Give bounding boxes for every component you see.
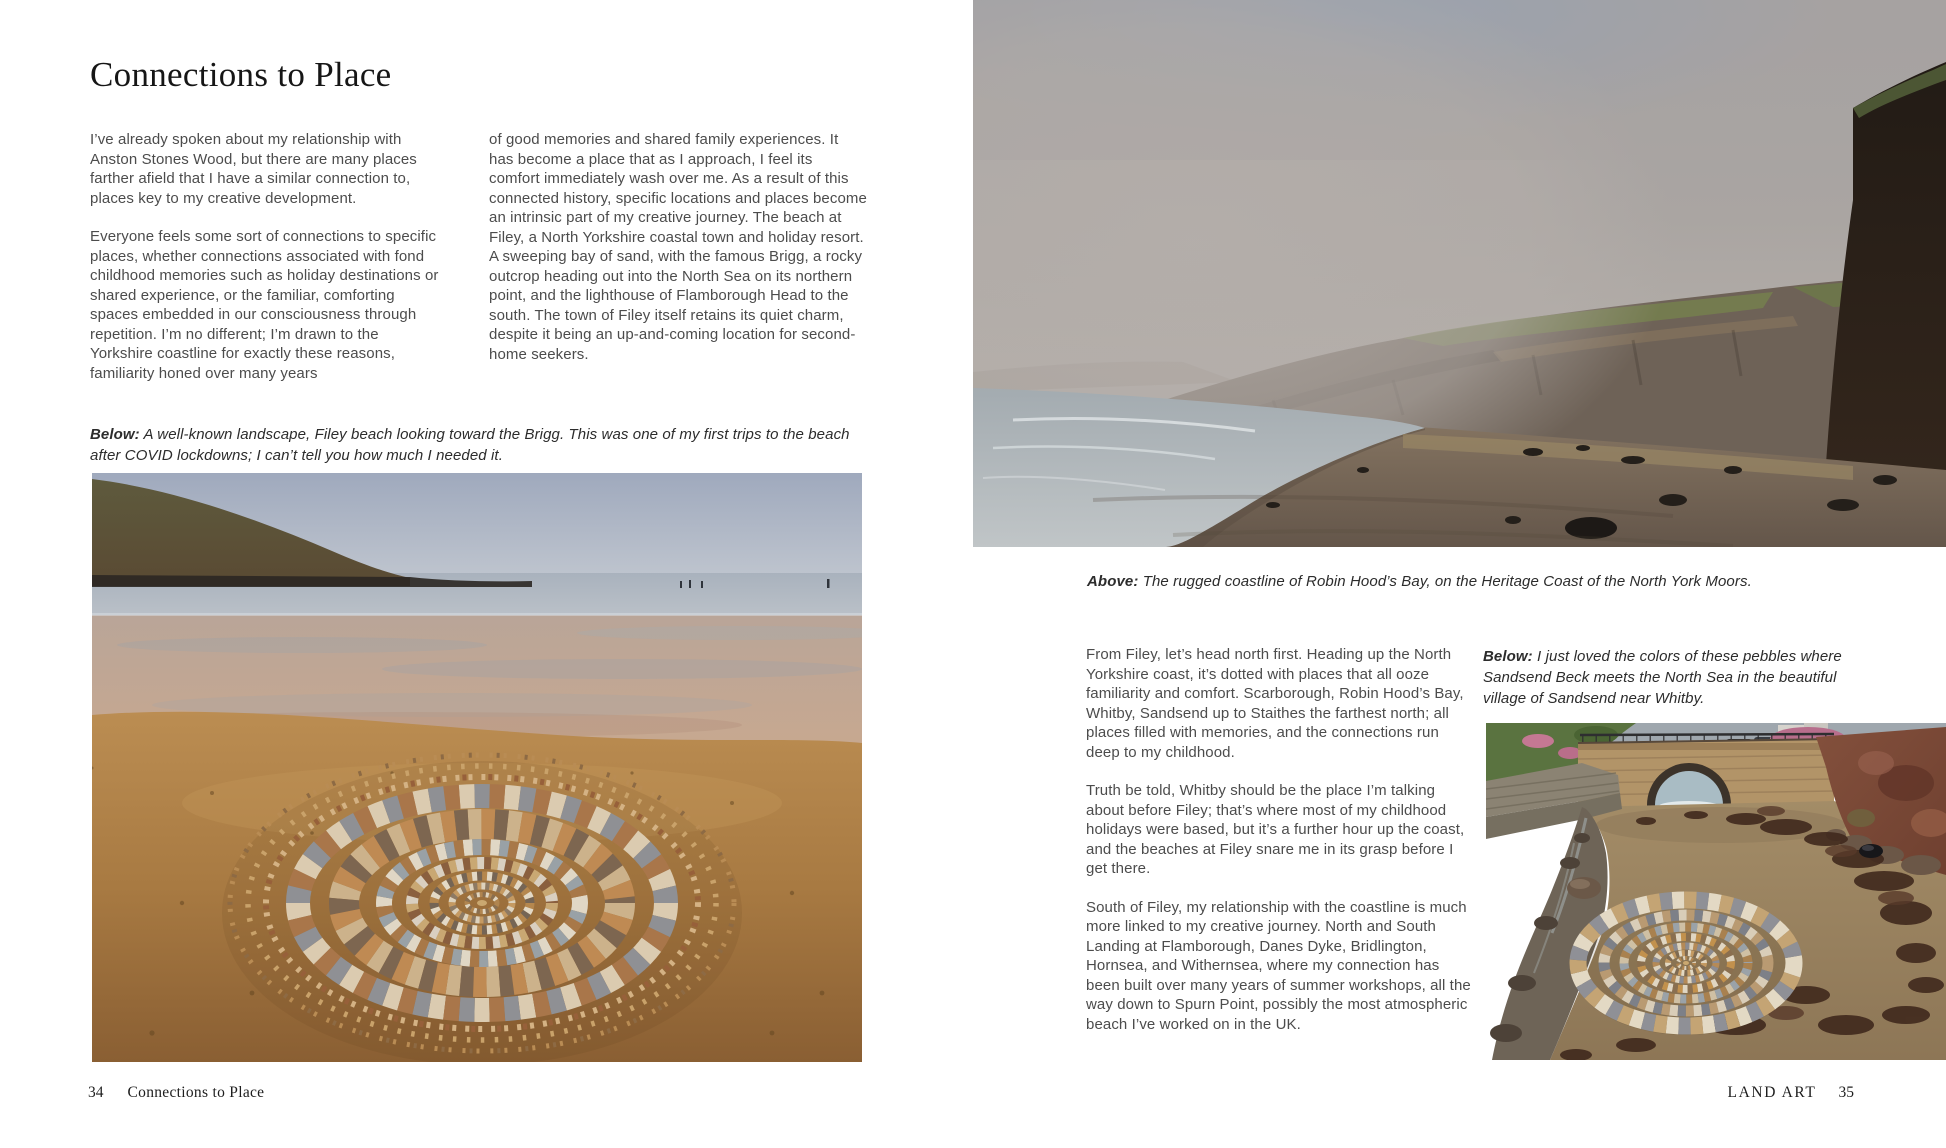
footer-chapter-label: Connections to Place [127,1084,265,1101]
body-paragraph: South of Filey, my relationship with the coastline is much more linked to my creative journey. North and South Landing at Flamborough, Danes Dyke, Bridlington, Hornsea, and Withernsea, where my connection has been built over many years of summer workshops, all the way down to Spurn Point, possibly the most atmospheric beach I’ve worked on in the UK. [1086,898,1471,1033]
caption-robin-hoods-bay [1087,571,1927,592]
left-page-footer [88,1084,264,1102]
page-title: Connections to Place [90,55,392,94]
right-page-footer [1486,1084,1854,1102]
body-paragraph: Everyone feels some sort of connections to specific places, whether connections associated with fond childhood memories such as holiday destinations or shared experience, or the familiar, comforting spaces embedded in our consciousness through repetition. I’m no different; I’m drawn to the Yorkshire coastline for exactly these reasons, familiarity honed over many years [90,228,439,382]
caption-label: Below: [90,426,140,443]
filey-beach-illustration [92,473,862,1062]
body-paragraph: of good memories and shared family experiences. It has become a place that as I approach, I feel its comfort immediately wash over me. As a result of this connected history, specific locations and places become an intrinsic part of my creative journey. The beach at Filey, a North Yorkshire coastal town and holiday resort. A sweeping bay of sand, with the famous Brigg, a rocky outcrop heading out into the North Sea on its northern point, and the lighthouse of Flamborough Head to the south. The town of Filey itself retains its quiet charm, despite it being an up-and-coming location for second-home seekers. [489,131,867,363]
caption-label: Below: [1483,648,1533,665]
caption-text: The rugged coastline of Robin Hood’s Bay, on the Heritage Coast of the North York Moors. [1138,573,1752,590]
filey-beach-stone-circle-photo [92,473,862,1062]
sandsend-illustration [1486,723,1946,1060]
robin-hoods-bay-illustration [973,0,1946,547]
page-number: 34 [88,1084,104,1101]
body-paragraph: I’ve already spoken about my relationship with Anston Stones Wood, but there are many places farther afield that I have a similar connection to, places key to my creative development. [90,131,417,207]
footer-book-title: LAND ART [1727,1084,1817,1101]
left-page-column-1 [90,130,442,383]
caption-text: A well-known landscape, Filey beach looking toward the Brigg. This was one of my first trips to the beach after COVID lockdowns; I can’t tell you how much I needed it. [90,426,850,464]
caption-sandsend-photo [1483,646,1883,709]
caption-filey-photo [90,424,860,466]
robin-hoods-bay-photo [973,0,1946,547]
page-number: 35 [1838,1084,1854,1101]
caption-text: I just loved the colors of these pebbles where Sandsend Beck meets the North Sea in the beautiful village of Sandsend near Whitby. [1483,648,1842,707]
right-page-column [1086,645,1474,1034]
body-paragraph: Truth be told, Whitby should be the place I’m talking about before Filey; that’s where most of my childhood holidays were based, but it’s a further hour up the coast, and the beaches at Filey snare me in its grasp before I get there. [1086,782,1465,877]
sandsend-pebble-circle-photo [1486,723,1946,1060]
caption-label: Above: [1087,573,1139,590]
body-paragraph: From Filey, let’s head north first. Heading up the North Yorkshire coast, it’s dotted with places that all ooze familiarity and comfort. Scarborough, Robin Hood’s Bay, Whitby, Sandsend up to Staithes the farthest north; all places filled with memories, and the connections run deep to my childhood. [1086,646,1464,761]
left-page-column-2 [489,130,867,364]
